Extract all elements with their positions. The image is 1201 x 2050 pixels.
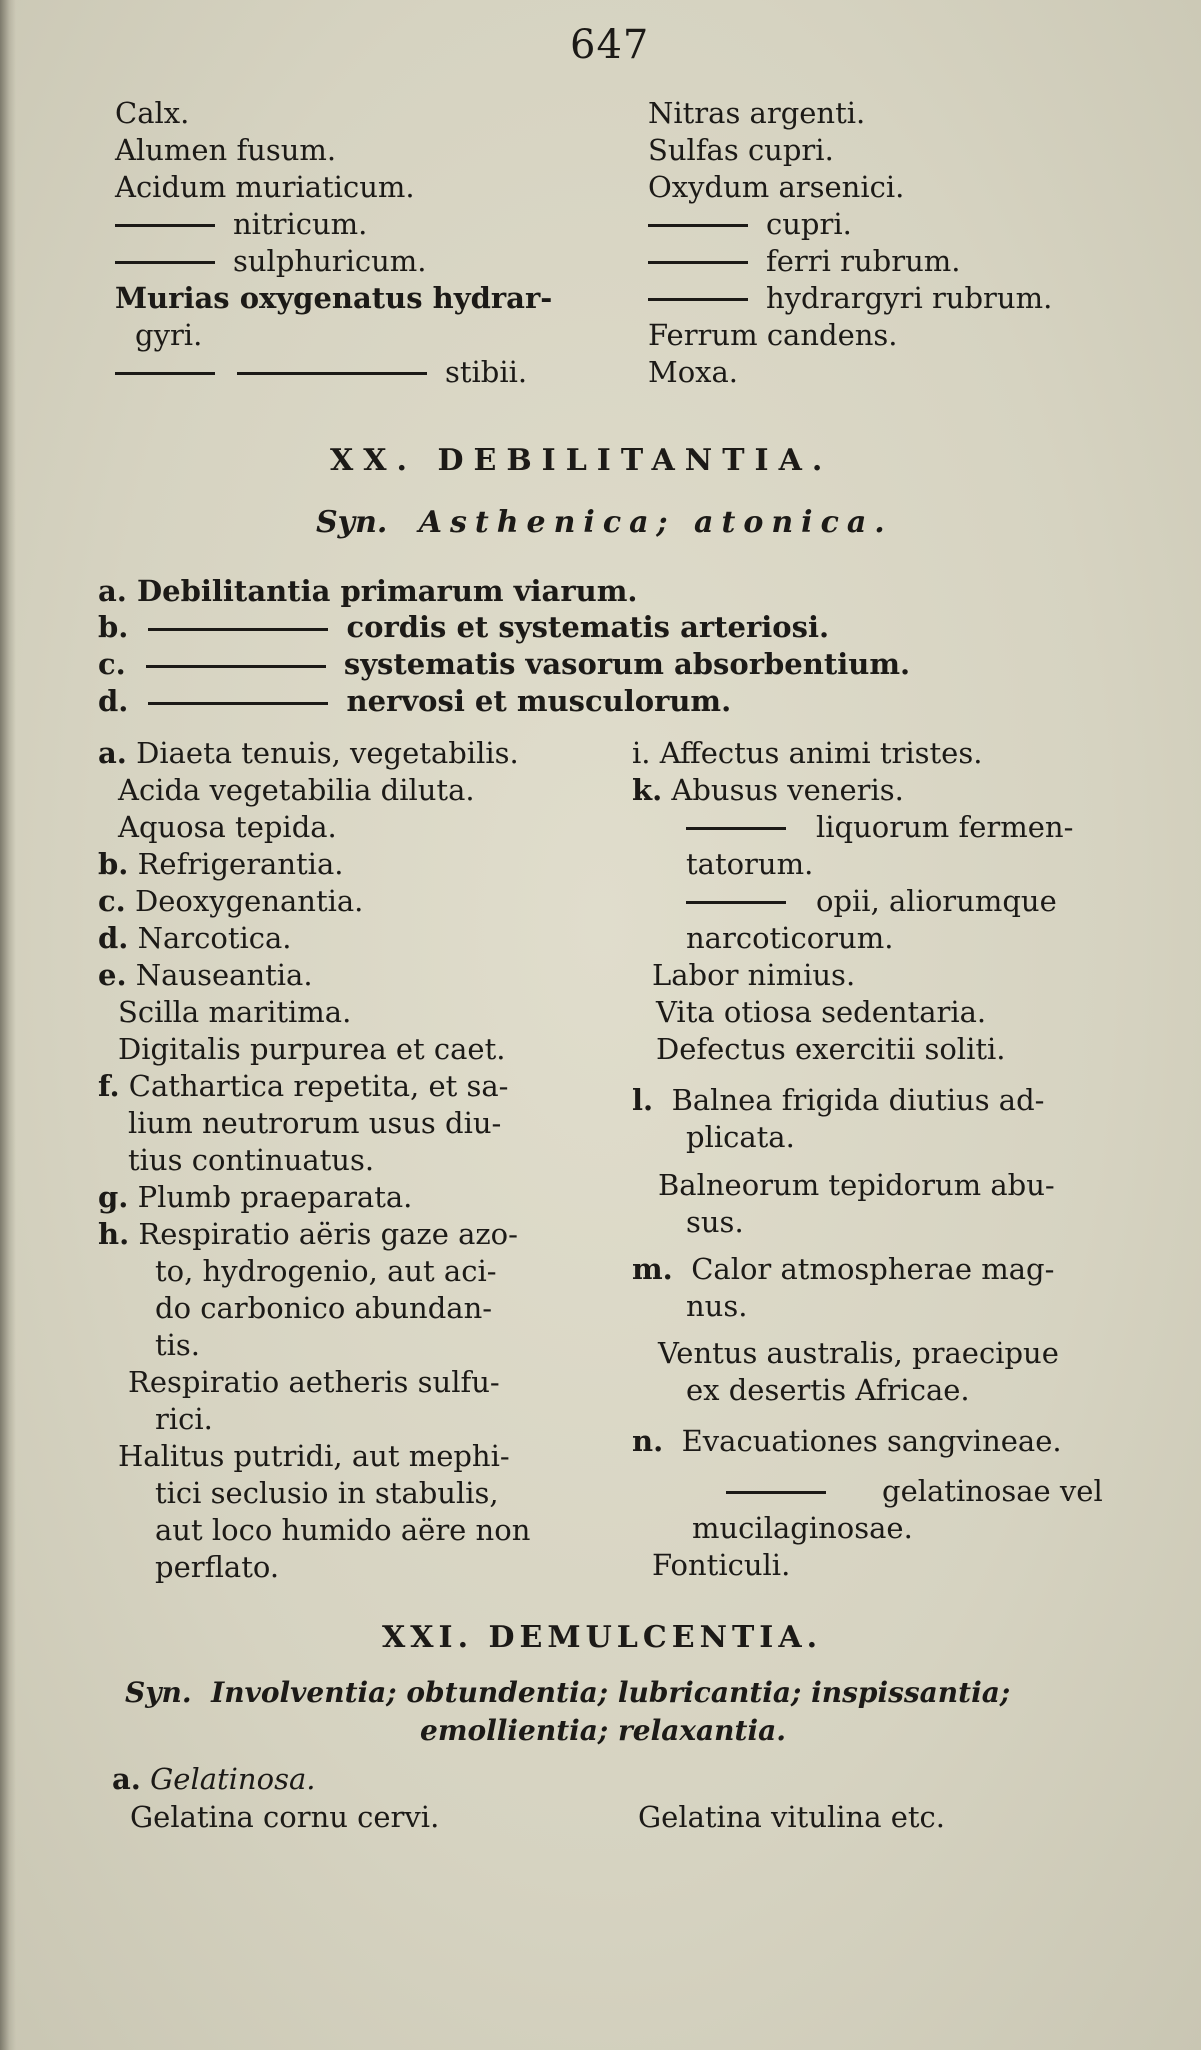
list-item: Labor nimius.	[652, 958, 856, 992]
list-item: Murias oxygenatus hydrar-	[115, 281, 553, 315]
list-item: d. Narcotica.	[98, 921, 292, 955]
list-item: gelatinosae vel	[726, 1474, 1103, 1508]
ditto-dash	[146, 665, 326, 668]
synonyms-line: Syn. Involventia; obtundentia; lubricantia; inspissantia;	[125, 1676, 1011, 1709]
list-item: m. Calor atmospherae mag-	[632, 1252, 1055, 1286]
ditto-dash	[115, 261, 215, 264]
list-item: ex desertis Africae.	[686, 1373, 970, 1407]
list-item: tis.	[155, 1328, 201, 1362]
list-item: nus.	[686, 1289, 748, 1323]
list-item: Moxa.	[648, 355, 739, 389]
list-item: Ferrum candens.	[648, 318, 898, 352]
list-item: n. Evacuationes sangvineae.	[632, 1424, 1062, 1458]
list-item: rici.	[155, 1402, 213, 1436]
ditto-dash	[648, 298, 748, 301]
synonyms-line: Syn. Asthenica; atonica.	[316, 505, 893, 540]
ditto-dash	[686, 827, 786, 830]
list-item: sus.	[686, 1205, 744, 1239]
list-item: i. Affectus animi tristes.	[632, 736, 983, 770]
list-item: Digitalis purpurea et caet.	[118, 1032, 506, 1066]
list-item: narcoticorum.	[686, 921, 894, 955]
list-item: perflato.	[155, 1550, 280, 1584]
list-item: to, hydrogenio, aut aci-	[155, 1254, 497, 1288]
list-item: lium neutrorum usus diu-	[128, 1106, 502, 1140]
outline-item: a. Debilitantia primarum viarum.	[98, 574, 638, 608]
outline-item: b. cordis et systematis arteriosi.	[98, 610, 830, 644]
list-item: Ventus australis, praecipue	[658, 1336, 1059, 1370]
list-item: Oxydum arsenici.	[648, 170, 905, 204]
list-item: Gelatina cornu cervi.	[130, 1800, 440, 1834]
list-item: Gelatina vitulina etc.	[638, 1800, 946, 1834]
list-item: Fonticuli.	[652, 1548, 791, 1582]
list-item: a. Gelatinosa.	[112, 1762, 316, 1796]
list-item: hydrargyri rubrum.	[648, 281, 1052, 315]
ditto-dash	[148, 702, 328, 705]
list-item: cupri.	[648, 207, 852, 241]
list-item: k. Abusus veneris.	[632, 773, 904, 807]
list-item: l. Balnea frigida diutius ad-	[632, 1083, 1045, 1117]
ditto-dash	[726, 1491, 826, 1494]
list-item: Scilla maritima.	[118, 995, 352, 1029]
list-item: g. Plumb praeparata.	[98, 1180, 413, 1214]
ditto-dash	[148, 628, 328, 631]
list-item: sulphuricum.	[115, 244, 427, 278]
list-item: f. Cathartica repetita, et sa-	[98, 1069, 509, 1103]
ditto-dash	[237, 372, 427, 375]
list-item: Halitus putridi, aut mephi-	[118, 1439, 510, 1473]
list-item: Vita otiosa sedentaria.	[656, 995, 987, 1029]
list-item: tatorum.	[686, 847, 814, 881]
ditto-dash	[648, 224, 748, 227]
section-title: XXI. DEMULCENTIA.	[382, 1620, 823, 1655]
outline-item: d. nervosi et musculorum.	[98, 684, 732, 718]
page-number: 647	[570, 22, 650, 68]
list-item: do carbonico abundan-	[155, 1291, 493, 1325]
list-item: Calx.	[115, 96, 190, 130]
section-title: XX. DEBILITANTIA.	[330, 443, 833, 478]
synonyms-line: emollientia; relaxantia.	[420, 1714, 786, 1747]
list-item: Sulfas cupri.	[648, 133, 834, 167]
list-item: Alumen fusum.	[115, 133, 337, 167]
list-item: h. Respiratio aëris gaze azo-	[98, 1217, 518, 1251]
list-item: Acidum muriaticum.	[115, 170, 415, 204]
list-item: b. Refrigerantia.	[98, 847, 344, 881]
list-item: Defectus exercitii soliti.	[656, 1032, 1006, 1066]
list-item: e. Nauseantia.	[98, 958, 313, 992]
list-item: c. Deoxygenantia.	[98, 884, 364, 918]
list-item: opii, aliorumque	[686, 884, 1057, 918]
ditto-dash	[686, 901, 786, 904]
ditto-dash	[648, 261, 748, 264]
list-item: nitricum.	[115, 207, 367, 241]
list-item: tius continuatus.	[128, 1143, 375, 1177]
list-item: Respiratio aetheris sulfu-	[128, 1365, 500, 1399]
list-item: Balneorum tepidorum abu-	[658, 1168, 1055, 1202]
list-item: Nitras argenti.	[648, 96, 866, 130]
ditto-dash	[115, 224, 215, 227]
list-item: tici seclusio in stabulis,	[155, 1476, 499, 1510]
ditto-dash	[115, 372, 215, 375]
list-item: Aquosa tepida.	[118, 810, 337, 844]
list-item: a. Diaeta tenuis, vegetabilis.	[98, 736, 519, 770]
outline-item: c. systematis vasorum absorbentium.	[98, 647, 911, 681]
list-item: ferri rubrum.	[648, 244, 960, 278]
list-item: liquorum fermen-	[686, 810, 1073, 844]
list-item: stibii.	[115, 355, 527, 389]
list-item: aut loco humido aëre non	[155, 1513, 531, 1547]
list-item: Acida vegetabilia diluta.	[118, 773, 475, 807]
list-item: plicata.	[686, 1120, 795, 1154]
list-item: mucilaginosae.	[692, 1511, 913, 1545]
list-item: gyri.	[135, 318, 203, 352]
